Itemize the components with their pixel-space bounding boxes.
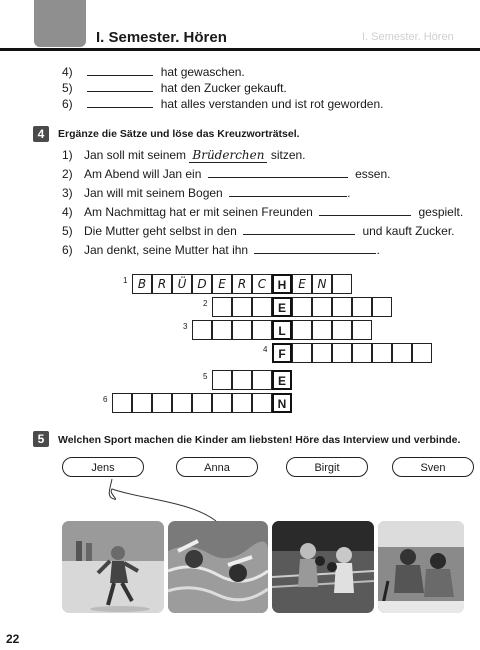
sentence-3: 3) Jan will mit seinem Bogen .: [62, 186, 351, 200]
swimming-photo[interactable]: [168, 521, 268, 613]
prev-item-5: 5) hat den Zucker gekauft.: [62, 81, 287, 95]
crossword-cell[interactable]: [292, 320, 312, 340]
crossword-cell[interactable]: [412, 343, 432, 363]
crossword-cell[interactable]: [192, 320, 212, 340]
name-box-jens[interactable]: Jens: [62, 457, 144, 477]
crossword-cell[interactable]: [252, 297, 272, 317]
crossword-cell[interactable]: [232, 370, 252, 390]
crossword-cell[interactable]: [292, 297, 312, 317]
crossword-row-number: 6: [103, 395, 108, 404]
crossword-cell[interactable]: [232, 297, 252, 317]
crossword-cell[interactable]: R: [232, 274, 252, 294]
sentence-2: 2) Am Abend will Jan ein essen.: [62, 167, 391, 181]
prev-item-4: 4) hat gewaschen.: [62, 65, 245, 79]
blank-line[interactable]: [87, 80, 153, 92]
ice-hockey-photo[interactable]: [378, 521, 464, 613]
crossword-row-number: 3: [183, 322, 188, 331]
boxing-photo[interactable]: [272, 521, 374, 613]
crossword-cell[interactable]: [252, 320, 272, 340]
crossword-cell[interactable]: [332, 343, 352, 363]
crossword-cell[interactable]: [112, 393, 132, 413]
page-title: I. Semester. Hören: [96, 29, 227, 46]
crossword-cell[interactable]: [312, 320, 332, 340]
connecting-line: [100, 477, 230, 525]
crossword-cell[interactable]: [212, 297, 232, 317]
crossword-cell[interactable]: [212, 393, 232, 413]
header-rule: [0, 48, 480, 51]
crossword-cell[interactable]: N: [312, 274, 332, 294]
crossword-cell[interactable]: Ü: [172, 274, 192, 294]
crossword-cell[interactable]: [392, 343, 412, 363]
header-tab-decoration: [34, 0, 86, 47]
blank-line[interactable]: [229, 185, 347, 197]
blank-line[interactable]: [87, 96, 153, 108]
crossword-cell[interactable]: E: [212, 274, 232, 294]
blank-line[interactable]: [319, 204, 411, 216]
solution-cell[interactable]: E: [272, 297, 292, 317]
name-box-birgit[interactable]: Birgit: [286, 457, 368, 477]
crossword-cell[interactable]: [232, 393, 252, 413]
crossword-row-number: 4: [263, 345, 268, 354]
crossword-cell[interactable]: R: [152, 274, 172, 294]
solution-cell[interactable]: L: [272, 320, 292, 340]
crossword-cell[interactable]: [192, 393, 212, 413]
task-4-badge: 4: [33, 126, 49, 142]
crossword-cell[interactable]: B: [132, 274, 152, 294]
crossword-cell[interactable]: [292, 343, 312, 363]
blank-line[interactable]: [208, 166, 348, 178]
crossword-cell[interactable]: [312, 343, 332, 363]
task-4-title: Ergänze die Sätze und löse das Kreuzworträtsel.: [58, 128, 300, 140]
crossword-row-number: 2: [203, 299, 208, 308]
blank-line[interactable]: [243, 223, 355, 235]
crossword-cell[interactable]: [352, 343, 372, 363]
crossword-cell[interactable]: [312, 297, 332, 317]
crossword-row-number: 5: [203, 372, 208, 381]
solution-cell[interactable]: N: [272, 393, 292, 413]
sentence-1: 1) Jan soll mit seinem Brüderchen sitzen.: [62, 148, 306, 162]
crossword-cell[interactable]: [132, 393, 152, 413]
blank-line[interactable]: [254, 242, 376, 254]
crossword-cell[interactable]: D: [192, 274, 212, 294]
ice-skating-photo[interactable]: [62, 521, 164, 613]
crossword-cell[interactable]: [352, 320, 372, 340]
sentence-5: 5) Die Mutter geht selbst in den und kauft Zucker.: [62, 224, 455, 238]
task-5-title: Welchen Sport machen die Kinder am liebsten! Höre das Interview und verbinde.: [58, 434, 461, 446]
crossword-cell[interactable]: [172, 393, 192, 413]
crossword-cell[interactable]: [332, 274, 352, 294]
crossword-cell[interactable]: [152, 393, 172, 413]
name-box-anna[interactable]: Anna: [176, 457, 258, 477]
crossword-cell[interactable]: [232, 320, 252, 340]
sentence-6: 6) Jan denkt, seine Mutter hat ihn .: [62, 243, 380, 257]
handwritten-answer[interactable]: Brüderchen: [189, 148, 267, 163]
crossword-cell[interactable]: [372, 343, 392, 363]
name-box-sven[interactable]: Sven: [392, 457, 474, 477]
page-number: 22: [6, 632, 20, 646]
crossword-cell[interactable]: [252, 370, 272, 390]
crossword-cell[interactable]: [372, 297, 392, 317]
show-through-title: I. Semester. Hören: [362, 31, 454, 43]
sentence-4: 4) Am Nachmittag hat er mit seinen Freunden gespielt.: [62, 205, 464, 219]
task-5-badge: 5: [33, 431, 49, 447]
prev-item-6: 6) hat alles verstanden und ist rot geworden.: [62, 97, 384, 111]
solution-cell[interactable]: E: [272, 370, 292, 390]
solution-cell[interactable]: H: [272, 274, 292, 294]
crossword-cell[interactable]: [352, 297, 372, 317]
crossword-row-number: 1: [123, 276, 128, 285]
crossword-cell[interactable]: [252, 393, 272, 413]
blank-line[interactable]: [87, 64, 153, 76]
crossword-cell[interactable]: C: [252, 274, 272, 294]
crossword-cell[interactable]: E: [292, 274, 312, 294]
crossword-cell[interactable]: [332, 320, 352, 340]
crossword-cell[interactable]: [212, 370, 232, 390]
solution-cell[interactable]: F: [272, 343, 292, 363]
crossword-cell[interactable]: [212, 320, 232, 340]
crossword-cell[interactable]: [332, 297, 352, 317]
